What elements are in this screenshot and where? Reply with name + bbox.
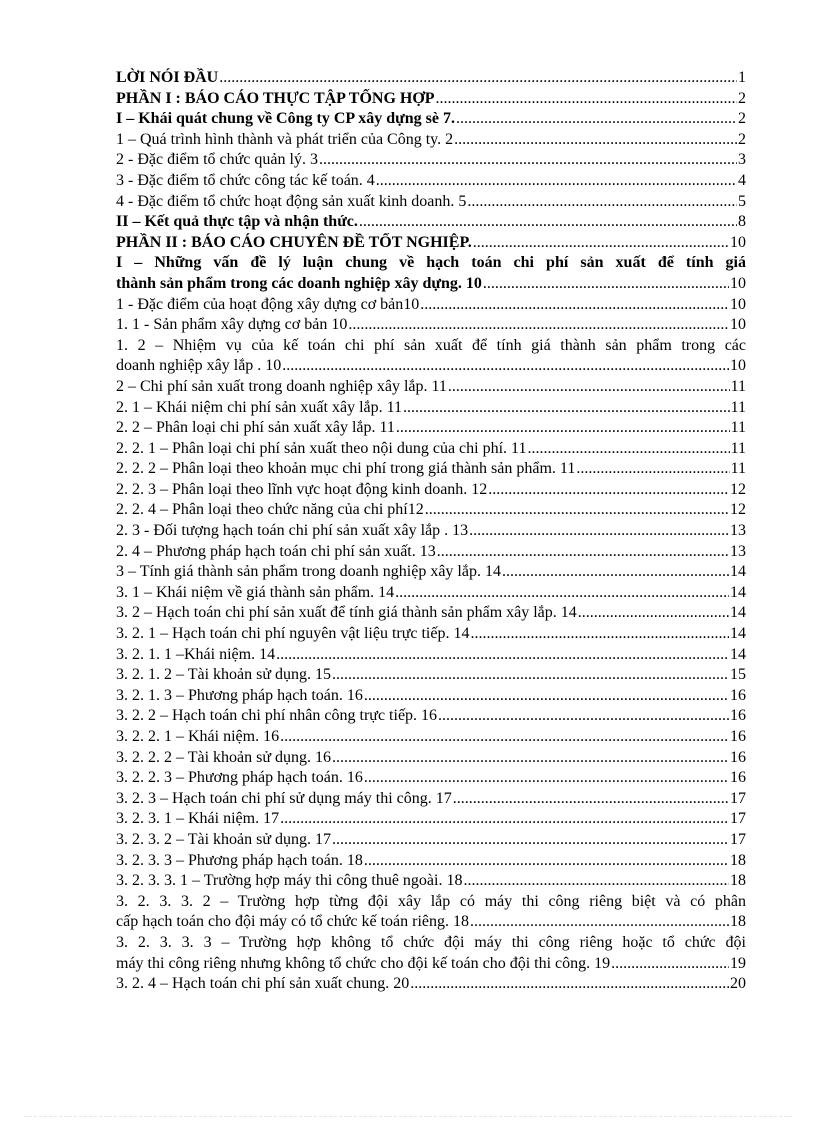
dot-leader	[488, 480, 729, 501]
dot-leader	[364, 686, 729, 707]
toc-entry[interactable]	[116, 500, 746, 521]
toc-entry[interactable]	[116, 89, 746, 110]
toc-page-number: 18	[730, 851, 746, 869]
dot-leader	[438, 706, 729, 727]
dot-leader	[437, 542, 729, 563]
toc-entry-text: 1. 2 – Nhiệm vụ của kế toán chi phí sản xuất để tính giá thành sản phẩm trong các	[116, 336, 746, 354]
toc-entry[interactable]	[116, 645, 746, 666]
toc-entry[interactable]	[116, 253, 746, 294]
toc-page-number: 17	[730, 830, 746, 848]
dot-leader	[456, 109, 737, 130]
dot-leader	[502, 562, 729, 583]
toc-entry-text: 2. 2 – Phân loại chi phí sản xuất xây lắp. 11	[116, 419, 395, 437]
toc-page-number: 15	[730, 666, 746, 684]
toc-entry-text: 2. 2. 3 – Phân loại theo lĩnh vực hoạt động kinh doanh. 12	[116, 480, 488, 498]
toc-page-number: 11	[730, 419, 746, 437]
toc-entry[interactable]	[116, 542, 746, 563]
toc-page-number: 5	[738, 192, 746, 210]
toc-entry[interactable]	[116, 212, 746, 233]
toc-entry-text: 2 - Đặc điểm tổ chức quản lý. 3	[116, 151, 318, 169]
toc-entry-text: 3. 2. 3. 3. 2 – Trường hợp từng đội xây lắp có máy thi công riêng biệt và có phân	[116, 892, 746, 910]
toc-page-number: 12	[730, 480, 746, 498]
toc-entry[interactable]	[116, 562, 746, 583]
toc-entry[interactable]	[116, 377, 746, 398]
toc-page-number: 1	[738, 69, 746, 86]
toc-entry[interactable]	[116, 459, 746, 480]
toc-entry[interactable]	[116, 150, 746, 171]
dot-leader	[576, 459, 729, 480]
toc-entry[interactable]	[116, 315, 746, 336]
dot-leader	[453, 789, 729, 810]
toc-page-number: 10	[730, 274, 746, 292]
toc-entry[interactable]	[116, 624, 746, 645]
toc-entry[interactable]	[116, 851, 746, 872]
toc-entry-text: 3 - Đặc điểm tổ chức công tác kế toán. 4	[116, 171, 375, 189]
toc-page-number: 19	[730, 954, 746, 972]
page-bottom-rule	[24, 1116, 792, 1117]
toc-entry[interactable]	[116, 706, 746, 727]
toc-entry-text: LỜI NÓI ĐẦU	[116, 69, 219, 86]
dot-leader	[364, 851, 729, 872]
toc-entry-text: 3. 2. 4 – Hạch toán chi phí sản xuất chung. 20	[116, 975, 410, 993]
toc-page-number: 20	[730, 975, 746, 993]
toc-entry-text: 2. 2. 4 – Phân loại theo chức năng của chi phí12	[116, 501, 424, 519]
toc-page-number: 13	[730, 542, 746, 560]
dot-leader	[470, 624, 729, 645]
table-of-contents	[116, 68, 746, 995]
toc-entry-text: 3. 2. 3. 3. 1 – Trường hợp máy thi công thuê ngoài. 18	[116, 872, 463, 890]
toc-page-number: 16	[730, 748, 746, 766]
toc-page-number: 8	[738, 213, 746, 231]
toc-page-number: 2	[738, 130, 746, 148]
toc-page-number: 4	[738, 171, 746, 189]
dot-leader	[467, 192, 737, 213]
toc-entry-text: 3. 2. 1. 1 –Khái niệm. 14	[116, 645, 276, 663]
dot-leader	[364, 768, 729, 789]
toc-entry-text: I – Khái quát chung về Công ty CP xây dựng sè 7.	[116, 110, 455, 128]
toc-page-number: 18	[730, 872, 746, 890]
toc-entry[interactable]	[116, 583, 746, 604]
toc-entry-text: 2 – Chi phí sản xuất trong doanh nghiệp xây lắp. 11	[116, 377, 447, 395]
dot-leader	[332, 748, 729, 769]
toc-entry[interactable]	[116, 336, 746, 377]
toc-entry-text: 3. 2. 2. 2 – Tài khoản sử dụng. 16	[116, 748, 332, 766]
toc-entry-text: doanh nghiệp xây lắp . 10	[116, 357, 282, 375]
toc-entry[interactable]	[116, 830, 746, 851]
toc-page-number: 10	[730, 295, 746, 313]
dot-leader	[470, 912, 729, 933]
toc-entry-text: thành sản phẩm trong các doanh nghiệp xây dựng. 10	[116, 274, 482, 292]
toc-page-number: 12	[730, 501, 746, 519]
toc-entry-text: I – Những vấn đề lý luận chung về hạch toán chi phí sản xuất để tính giá	[116, 254, 746, 272]
toc-entry-text: 3. 2. 3. 3. 3 – Trường hợp không tổ chức đội máy thi công riêng hoặc tổ chức đội	[116, 933, 746, 951]
dot-leader	[448, 377, 730, 398]
dot-leader	[395, 583, 729, 604]
dot-leader	[359, 212, 737, 233]
toc-entry[interactable]	[116, 521, 746, 542]
dot-leader	[469, 521, 729, 542]
dot-leader	[280, 809, 729, 830]
toc-entry-text: 3. 2. 3. 1 – Khái niệm. 17	[116, 810, 280, 828]
dot-leader	[282, 356, 729, 377]
toc-entry[interactable]	[116, 295, 746, 316]
toc-entry-text: 3. 2. 3. 3 – Phương pháp hạch toán. 18	[116, 851, 363, 869]
toc-page-number: 14	[730, 625, 746, 643]
dot-leader	[348, 315, 729, 336]
dot-leader	[436, 89, 737, 110]
toc-page-number: 2	[738, 110, 746, 128]
toc-entry-text: 2. 2. 1 – Phân loại chi phí sản xuất theo nội dung của chi phí. 11	[116, 439, 527, 457]
toc-entry-text: 3. 2. 2. 3 – Phương pháp hạch toán. 16	[116, 769, 363, 787]
toc-page-number: 3	[738, 151, 746, 169]
toc-page-number: 11	[730, 377, 746, 395]
toc-entry[interactable]	[116, 68, 746, 89]
toc-entry[interactable]	[116, 768, 746, 789]
toc-page-number: 14	[730, 604, 746, 622]
toc-entry[interactable]	[116, 603, 746, 624]
toc-entry[interactable]	[116, 933, 746, 974]
toc-entry-text: 2. 4 – Phương pháp hạch toán chi phí sản xuất. 13	[116, 542, 436, 560]
toc-page-number: 10	[730, 357, 746, 375]
toc-entry-text: 1 - Đặc điểm của hoạt động xây dựng cơ bản10	[116, 295, 420, 313]
toc-entry[interactable]	[116, 439, 746, 460]
toc-page-number: 17	[730, 810, 746, 828]
toc-page-number: 10	[730, 316, 746, 334]
toc-entry-text: 3. 2. 3 – Hạch toán chi phí sử dụng máy thi công. 17	[116, 789, 452, 807]
toc-page-number: 16	[730, 686, 746, 704]
toc-entry[interactable]	[116, 665, 746, 686]
dot-leader	[420, 295, 729, 316]
toc-entry-text: 3. 2. 2. 1 – Khái niệm. 16	[116, 728, 280, 745]
toc-entry-text: 2. 2. 2 – Phân loại theo khoản mục chi phí trong giá thành sản phẩm. 11	[116, 460, 576, 478]
dot-leader	[463, 871, 729, 892]
toc-entry-text: 3. 2. 1 – Hạch toán chi phí nguyên vật liệu trực tiếp. 14	[116, 625, 470, 643]
toc-entry-text: 2. 3 - Đối tượng hạch toán chi phí sản xuất xây lắp . 13	[116, 522, 469, 540]
dot-leader	[454, 130, 737, 151]
toc-entry-text: II – Kết quả thực tập và nhận thức.	[116, 213, 358, 231]
toc-entry[interactable]	[116, 727, 746, 748]
toc-page-number: 11	[730, 398, 746, 416]
toc-entry[interactable]	[116, 480, 746, 501]
toc-entry[interactable]	[116, 171, 746, 192]
dot-leader	[483, 274, 729, 295]
toc-entry-text: 2. 1 – Khái niệm chi phí sản xuất xây lắp. 11	[116, 398, 403, 416]
toc-entry[interactable]	[116, 398, 746, 419]
toc-entry-text: cấp hạch toán cho đội máy có tổ chức kế toán riêng. 18	[116, 913, 469, 931]
toc-entry-text: PHẦN II : BÁO CÁO CHUYÊN ĐỀ TỐT NGHIỆP.	[116, 233, 472, 251]
toc-entry[interactable]	[116, 871, 746, 892]
toc-entry-text: 3 – Tính giá thành sản phẩm trong doanh nghiệp xây lắp. 14	[116, 563, 501, 581]
toc-page-number: 17	[730, 789, 746, 807]
dot-leader	[332, 830, 729, 851]
toc-entry[interactable]	[116, 974, 746, 995]
toc-entry-text: 3. 2. 2 – Hạch toán chi phí nhân công trực tiếp. 16	[116, 707, 438, 725]
toc-page-number: 13	[730, 522, 746, 540]
dot-leader	[396, 418, 730, 439]
toc-entry[interactable]	[116, 192, 746, 213]
dot-leader	[276, 645, 729, 666]
toc-entry[interactable]	[116, 809, 746, 830]
toc-entry[interactable]	[116, 892, 746, 933]
toc-entry-text: 3. 2. 3. 2 – Tài khoản sử dụng. 17	[116, 830, 332, 848]
dot-leader	[319, 150, 737, 171]
dot-leader	[376, 171, 737, 192]
toc-page-number: 16	[730, 728, 746, 745]
toc-entry-text: 3. 2 – Hạch toán chi phí sản xuất để tính giá thành sản phẩm xây lắp. 14	[116, 604, 577, 622]
toc-entry-text: 1. 1 - Sản phẩm xây dựng cơ bản 10	[116, 316, 348, 334]
dot-leader	[527, 439, 729, 460]
toc-entry-text: 3. 1 – Khái niệm về giá thành sản phẩm. 14	[116, 583, 395, 601]
dot-leader	[332, 665, 729, 686]
dot-leader	[403, 398, 730, 419]
dot-leader	[611, 954, 729, 975]
toc-page-number: 16	[730, 707, 746, 725]
toc-page-number: 18	[730, 913, 746, 931]
toc-entry[interactable]	[116, 789, 746, 810]
toc-entry[interactable]	[116, 418, 746, 439]
toc-page-number: 10	[730, 233, 746, 251]
dot-leader	[219, 68, 737, 89]
toc-page-number: 11	[730, 439, 746, 457]
dot-leader	[473, 233, 729, 254]
toc-entry[interactable]	[116, 686, 746, 707]
toc-page-number: 14	[730, 583, 746, 601]
toc-entry[interactable]	[116, 130, 746, 151]
dot-leader	[425, 500, 729, 521]
toc-page-number: 11	[730, 460, 746, 478]
toc-entry-text: 3. 2. 1. 2 – Tài khoản sử dụng. 15	[116, 666, 332, 684]
toc-entry[interactable]	[116, 748, 746, 769]
toc-page-number: 14	[730, 563, 746, 581]
toc-entry-text: 3. 2. 1. 3 – Phương pháp hạch toán. 16	[116, 686, 363, 704]
dot-leader	[410, 974, 729, 995]
toc-entry-text: máy thi công riêng nhưng không tổ chức cho đội kế toán cho đội thi công. 19	[116, 954, 611, 972]
dot-leader	[280, 727, 729, 748]
toc-entry-text: PHẦN I : BÁO CÁO THỰC TẬP TỔNG HỢP	[116, 89, 435, 107]
toc-entry-text: 4 - Đặc điểm tổ chức hoạt động sản xuất kinh doanh. 5	[116, 192, 467, 210]
toc-page-number: 2	[738, 89, 746, 107]
toc-page-number: 16	[730, 769, 746, 787]
toc-page-number: 14	[730, 645, 746, 663]
toc-entry[interactable]	[116, 233, 746, 254]
toc-entry-text: 1 – Quá trình hình thành và phát triển của Công ty. 2	[116, 130, 454, 148]
toc-entry[interactable]	[116, 109, 746, 130]
dot-leader	[578, 603, 729, 624]
